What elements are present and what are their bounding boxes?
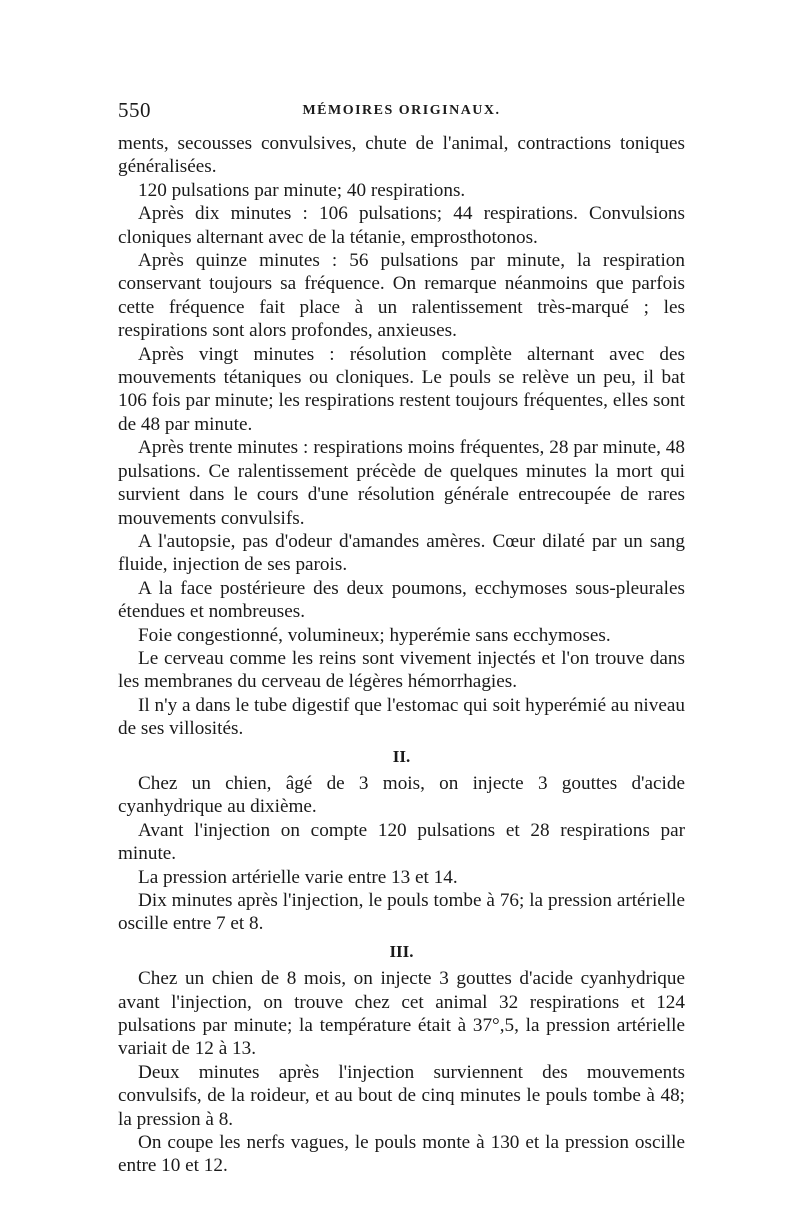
paragraph: Le cerveau comme les reins sont vivement injectés et l'on trouve dans les membranes du cerveau de légères hémorrhagies. <box>118 647 685 693</box>
paragraph: On coupe les nerfs vagues, le pouls monte à 130 et la pression oscille entre 10 et 12. <box>118 1132 685 1177</box>
paragraph: ments, secousses convulsives, chute de l'animal, contractions toniques généralisées. <box>118 133 685 178</box>
paragraph: Après quinze minutes : 56 pulsations par minute, la respiration conservant toujours sa fréquence. On remarque néanmoins que parfois cette fréquence fait place à un ralentissement très-marqué ; les respirations sont alors profondes, anxieuses. <box>118 250 685 342</box>
document-page <box>118 98 685 1178</box>
paragraph: Dix minutes après l'injection, le pouls tombe à 76; la pression artérielle oscille entre 7 et 8. <box>118 890 685 935</box>
section-heading: II. <box>392 746 411 766</box>
paragraph: Foie congestionné, volumineux; hyperémie sans ecchymoses. <box>138 624 611 646</box>
paragraph: Chez un chien, âgé de 3 mois, on injecte 3 gouttes d'acide cyanhydrique au dixième. <box>118 772 685 818</box>
paragraph: Avant l'injection on compte 120 pulsations et 28 respirations par minute. <box>118 819 685 865</box>
page-number: 550 <box>118 98 151 122</box>
running-head: MÉMOIRES ORIGINAUX. <box>302 103 501 118</box>
paragraph: Après vingt minutes : résolution complète alternant avec des mouvements tétaniques ou cloniques. Le pouls se relève un peu, il bat 106 fois par minute; les respirations restent toujours fréquentes, elles sont de 48 par minute. <box>118 343 685 435</box>
section-heading: III. <box>389 941 414 961</box>
paragraph: Chez un chien de 8 mois, on injecte 3 gouttes d'acide cyanhydrique avant l'injection, on trouve chez cet animal 32 respirations et 124 pulsations par minute; la température était à 37°,5, la pression artérielle variait de 12 à 13. <box>118 968 685 1060</box>
paragraph: A l'autopsie, pas d'odeur d'amandes amères. Cœur dilaté par un sang fluide, injection de ses parois. <box>118 530 685 576</box>
paragraph: Après trente minutes : respirations moins fréquentes, 28 par minute, 48 pulsations. Ce ralentissement précède de quelques minutes la mort qui survient dans le cours d'une résolution générale entrecoupée de rares mouvements convulsifs. <box>118 437 685 529</box>
paragraph: Après dix minutes : 106 pulsations; 44 respirations. Convulsions cloniques alternant avec de la tétanie, emprosthotonos. <box>118 203 685 248</box>
paragraph: A la face postérieure des deux poumons, ecchymoses sous-pleurales étendues et nombreuses. <box>118 577 685 623</box>
page-header <box>118 98 685 126</box>
body-text <box>118 132 685 1178</box>
paragraph: La pression artérielle varie entre 13 et 14. <box>138 866 458 888</box>
paragraph: Deux minutes après l'injection surviennent des mouvements convulsifs, de la roideur, et au bout de cinq minutes le pouls tombe à 48; la pression à 8. <box>118 1061 685 1130</box>
paragraph: 120 pulsations par minute; 40 respirations. <box>138 179 466 201</box>
paragraph: Il n'y a dans le tube digestif que l'estomac qui soit hyperémié au niveau de ses villosités. <box>118 694 685 740</box>
